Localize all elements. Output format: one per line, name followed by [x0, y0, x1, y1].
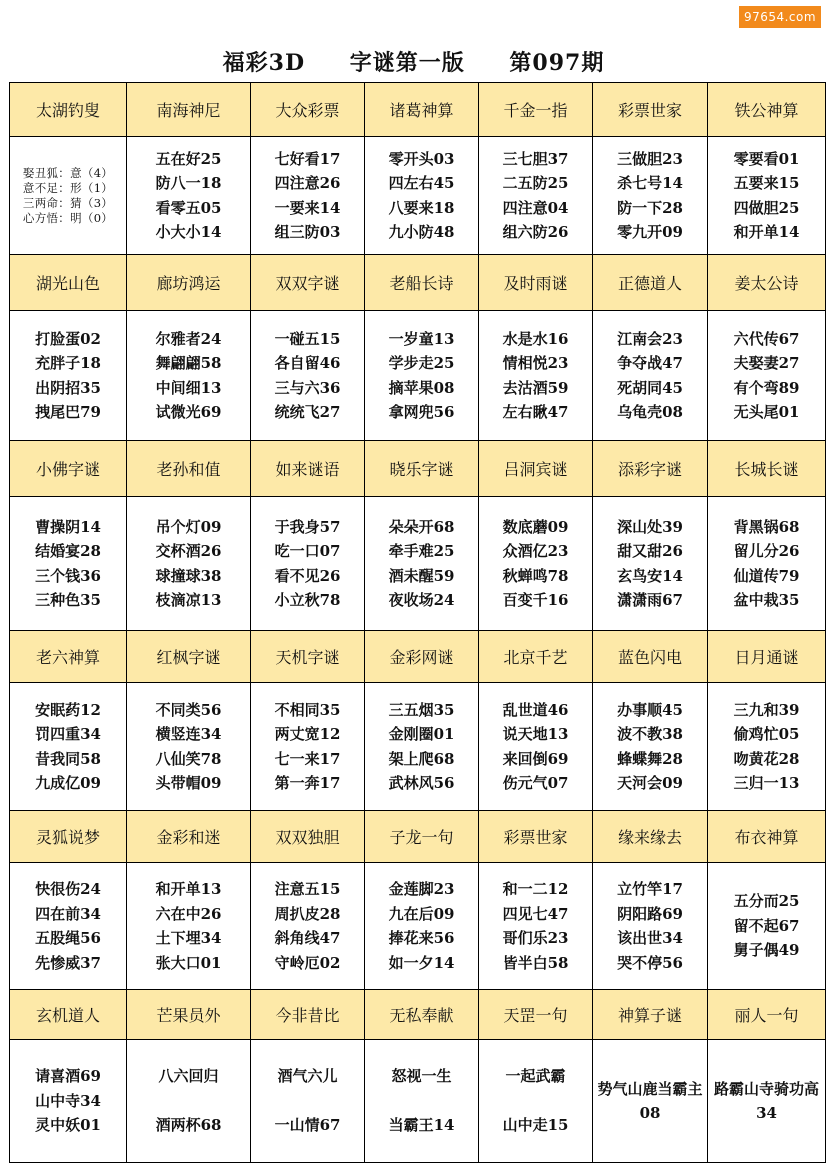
riddle-cell	[251, 1040, 365, 1163]
riddle-cell	[10, 497, 127, 631]
column-header: 玄机道人	[10, 990, 127, 1040]
riddle-line: 零开头03	[388, 149, 455, 168]
riddle-line: 零九开09	[617, 223, 683, 241]
riddle-line: 皆半白58	[502, 953, 569, 972]
riddle-line: 金莲脚23	[388, 880, 455, 898]
riddle-line: 六代传67	[733, 329, 800, 348]
riddle-line: 拽尾巴79	[35, 403, 101, 421]
column-header: 今非昔比	[251, 990, 365, 1040]
riddle-cell	[479, 863, 593, 990]
column-header: 湖光山色	[10, 255, 127, 311]
riddle-line: 波不教38	[617, 725, 683, 743]
riddle-cell	[251, 137, 365, 255]
riddle-line: 注意五15	[274, 880, 341, 898]
column-header: 天罡一句	[479, 990, 593, 1040]
riddle-line: 一要来14	[274, 198, 341, 217]
riddle-line: 四在前34	[35, 904, 101, 923]
riddle-line: 玄鸟安14	[617, 566, 683, 585]
riddle-cell	[479, 137, 593, 255]
riddle-line: 罚四重34	[35, 725, 101, 743]
riddle-line: 山中走15	[502, 1116, 569, 1135]
riddle-cell	[10, 311, 127, 441]
column-header: 双双独胆	[251, 811, 365, 863]
content-row	[10, 863, 826, 990]
riddle-line: 斜角线47	[274, 929, 341, 947]
column-header: 老船长诗	[365, 255, 479, 311]
column-header: 南海神尼	[127, 83, 251, 137]
column-header: 诸葛神算	[365, 83, 479, 137]
riddle-line: 哥们乐23	[502, 929, 569, 947]
riddle-line: 看零五05	[155, 198, 222, 217]
header-row	[10, 255, 826, 311]
riddle-line: 朵朵开68	[388, 517, 455, 536]
riddle-line: 说天地13	[502, 725, 569, 743]
riddle-line: 摘苹果08	[388, 378, 455, 397]
riddle-line: 九成亿09	[35, 774, 101, 792]
riddle-line: 一山情67	[274, 1116, 341, 1135]
column-header: 大众彩票	[251, 83, 365, 137]
riddle-line: 试微光69	[155, 403, 222, 421]
riddle-line: 立竹竿17	[617, 880, 683, 898]
riddle-line: 曹操阴14	[35, 517, 101, 536]
riddle-line: 留儿分26	[733, 542, 800, 560]
riddle-line: 不相同35	[274, 700, 341, 719]
riddle-cell	[479, 311, 593, 441]
riddle-line: 三与六36	[274, 378, 341, 397]
riddle-line: 深山处39	[617, 517, 683, 536]
riddle-line: 守岭厄02	[274, 953, 341, 972]
riddle-line: 酒两杯68	[155, 1116, 222, 1135]
riddle-line: 武林风56	[388, 774, 455, 792]
riddle-cell	[251, 497, 365, 631]
riddle-line: 拿网兜56	[388, 403, 455, 421]
riddle-cell	[593, 1040, 708, 1163]
riddle-table	[9, 82, 826, 1163]
riddle-line: 三七胆37	[502, 149, 569, 168]
riddle-line: 统统飞27	[274, 403, 341, 421]
header-row	[10, 990, 826, 1040]
column-header: 缘来缘去	[593, 811, 708, 863]
riddle-line: 吃一口07	[274, 542, 341, 560]
riddle-line: 各自留46	[274, 354, 341, 372]
riddle-line: 怒视一生	[391, 1067, 452, 1086]
riddle-cell	[365, 683, 479, 811]
column-header: 灵狐说梦	[10, 811, 127, 863]
riddle-line: 防八一18	[155, 174, 222, 192]
riddle-cell	[127, 863, 251, 990]
riddle-line: 一岁童13	[388, 329, 455, 348]
riddle-cell	[365, 311, 479, 441]
riddle-line: 夜收场24	[388, 591, 455, 609]
riddle-line: 一碰五15	[274, 329, 341, 348]
riddle-line: 杀七号14	[617, 174, 683, 192]
riddle-line: 三九和39	[733, 700, 800, 719]
riddle-cell	[708, 497, 826, 631]
riddle-line: 山中寺34	[35, 1091, 101, 1110]
riddle-line: 九小防48	[388, 223, 455, 241]
content-row	[10, 497, 826, 631]
riddle-line: 充胖子18	[35, 354, 101, 372]
page-title	[0, 46, 827, 77]
riddle-line: 尔雅者24	[155, 329, 222, 348]
riddle-cell	[593, 497, 708, 631]
column-header: 添彩字谜	[593, 441, 708, 497]
riddle-line: 有个弯89	[733, 378, 800, 397]
riddle-line: 众酒亿23	[502, 542, 569, 560]
riddle-line: 捧花来56	[388, 929, 455, 947]
riddle-line: 偷鸡忙05	[733, 725, 800, 743]
title-lottery: 福彩3D	[222, 50, 306, 76]
riddle-line: 土下埋34	[155, 929, 222, 947]
riddle-line: 和开单14	[733, 223, 800, 241]
riddle-line: 请喜酒69	[35, 1067, 101, 1086]
column-header: 吕洞宾谜	[479, 441, 593, 497]
riddle-cell	[365, 1040, 479, 1163]
riddle-line: 二五防25	[502, 174, 569, 192]
riddle-line: 背黑锅68	[733, 517, 800, 536]
riddle-line: 四注意26	[274, 174, 341, 192]
riddle-line: 一起武霸	[505, 1067, 566, 1086]
riddle-line: 于我身57	[274, 517, 341, 536]
riddle-line: 三两命：猜（3）	[22, 195, 114, 210]
column-header: 金彩和迷	[127, 811, 251, 863]
riddle-line: 三做胆23	[617, 149, 683, 168]
riddle-cell	[593, 137, 708, 255]
riddle-line: 四见七47	[502, 904, 569, 923]
riddle-cell	[127, 137, 251, 255]
riddle-line: 办事顺45	[617, 700, 683, 719]
riddle-line: 学步走25	[388, 354, 455, 372]
column-header: 千金一指	[479, 83, 593, 137]
riddle-line: 小大小14	[155, 223, 222, 241]
riddle-line: 横竖连34	[155, 725, 222, 743]
riddle-line: 左右瞅47	[502, 403, 569, 421]
riddle-line: 天河会09	[617, 774, 683, 792]
riddle-line: 娶丑狐：意（4）	[22, 165, 114, 180]
riddle-line: 出阴招35	[35, 378, 101, 397]
column-header: 日月通谜	[708, 631, 826, 683]
riddle-line: 当霸王14	[388, 1116, 455, 1135]
riddle-line: 哭不停56	[617, 953, 683, 972]
riddle-line: 五分而25	[733, 892, 800, 911]
column-header: 长城长谜	[708, 441, 826, 497]
content-row	[10, 1040, 826, 1163]
column-header: 铁公神算	[708, 83, 826, 137]
riddle-line: 去沽酒59	[502, 378, 569, 397]
column-header: 神算子谜	[593, 990, 708, 1040]
riddle-line: 周扒皮28	[274, 904, 341, 923]
line-spacer	[275, 1089, 341, 1114]
content-row	[10, 683, 826, 811]
riddle-line: 来回倒69	[502, 749, 569, 768]
column-header: 正德道人	[593, 255, 708, 311]
line-spacer	[156, 1089, 222, 1114]
riddle-line: 中间细13	[155, 378, 222, 397]
column-header: 芒果员外	[127, 990, 251, 1040]
riddle-line: 四注意04	[502, 198, 569, 217]
riddle-cell	[479, 1040, 593, 1163]
riddle-line: 枝滴凉13	[155, 591, 222, 609]
riddle-cell	[251, 311, 365, 441]
column-header: 廊坊鸿运	[127, 255, 251, 311]
riddle-line: 甜又甜26	[617, 542, 683, 560]
column-header: 丽人一句	[708, 990, 826, 1040]
riddle-line: 五在好25	[155, 149, 222, 168]
riddle-line: 九在后09	[388, 904, 455, 923]
riddle-line: 五股绳56	[35, 929, 101, 947]
title-name: 字谜第一版	[349, 50, 465, 76]
riddle-line: 组三防03	[274, 223, 341, 241]
riddle-line: 先惨威37	[35, 953, 101, 972]
column-header: 北京千艺	[479, 631, 593, 683]
riddle-line: 三个钱36	[35, 566, 101, 585]
riddle-line: 灵中妖01	[35, 1116, 101, 1135]
riddle-line: 四左右45	[388, 174, 455, 192]
column-header: 小佛字谜	[10, 441, 127, 497]
riddle-line: 伤元气07	[502, 774, 569, 792]
riddle-line: 百变千16	[502, 591, 569, 609]
riddle-cell	[365, 137, 479, 255]
column-header: 子龙一句	[365, 811, 479, 863]
riddle-line: 潇潇雨67	[617, 591, 683, 609]
riddle-line: 仙道传79	[733, 566, 800, 585]
riddle-line: 无头尾01	[733, 403, 800, 421]
riddle-line: 小立秋78	[274, 591, 341, 609]
riddle-line: 牵手难25	[388, 542, 455, 560]
riddle-cell	[10, 1040, 127, 1163]
riddle-cell	[708, 1040, 826, 1163]
riddle-line: 和一二12	[502, 880, 569, 898]
column-header: 老六神算	[10, 631, 127, 683]
riddle-line: 组六防26	[502, 223, 569, 241]
riddle-line: 不同类56	[155, 700, 222, 719]
riddle-cell	[127, 1040, 251, 1163]
riddle-line: 八要来18	[388, 198, 455, 217]
riddle-line: 七一来17	[274, 749, 341, 768]
riddle-line: 心方悟：明（0）	[22, 210, 114, 225]
riddle-line: 八仙笑78	[155, 749, 222, 768]
riddle-line: 七好看17	[274, 149, 341, 168]
riddle-line: 快很伤24	[35, 880, 101, 898]
column-header: 太湖钓叟	[10, 83, 127, 137]
header-row	[10, 83, 826, 137]
riddle-line: 看不见26	[274, 566, 341, 585]
riddle-line: 昔我同58	[35, 749, 101, 768]
riddle-line: 金刚圈01	[388, 725, 455, 743]
riddle-line: 江南会23	[617, 329, 683, 348]
riddle-cell	[593, 311, 708, 441]
riddle-cell	[251, 683, 365, 811]
riddle-cell	[593, 863, 708, 990]
column-header: 彩票世家	[593, 83, 708, 137]
riddle-line: 吊个灯09	[155, 517, 222, 536]
riddle-line: 架上爬68	[388, 749, 455, 768]
riddle-line: 阴阳路69	[617, 904, 683, 923]
riddle-line: 交杯酒26	[155, 542, 222, 560]
riddle-line: 情相悦23	[502, 354, 569, 372]
header-row	[10, 811, 826, 863]
column-header: 彩票世家	[479, 811, 593, 863]
riddle-line: 零要看01	[733, 149, 800, 168]
riddle-cell	[127, 683, 251, 811]
site-watermark: 97654.com	[739, 6, 821, 28]
riddle-line: 死胡同45	[617, 378, 683, 397]
riddle-line: 第一奔17	[274, 774, 341, 792]
riddle-line: 乌龟壳08	[617, 403, 683, 421]
riddle-cell	[127, 497, 251, 631]
riddle-line: 该出世34	[617, 929, 683, 947]
riddle-line: 路霸山寺骑功高34	[713, 1080, 819, 1122]
riddle-line: 安眠药12	[35, 700, 101, 719]
riddle-cell	[251, 863, 365, 990]
riddle-line: 吻黄花28	[733, 749, 800, 768]
riddle-line: 舞翩翩58	[155, 354, 222, 372]
column-header: 及时雨谜	[479, 255, 593, 311]
header-row	[10, 441, 826, 497]
riddle-cell	[593, 683, 708, 811]
riddle-line: 两丈宽12	[274, 725, 341, 743]
riddle-line: 势气山鹿当霸主08	[597, 1080, 703, 1122]
riddle-line: 夫娶妻27	[733, 354, 800, 372]
riddle-cell	[10, 137, 127, 255]
riddle-line: 三种色35	[35, 591, 101, 609]
column-header: 晓乐字谜	[365, 441, 479, 497]
riddle-line: 张大口01	[155, 953, 222, 972]
riddle-cell	[708, 137, 826, 255]
column-header: 如来谜语	[251, 441, 365, 497]
column-header: 双双字谜	[251, 255, 365, 311]
riddle-line: 舅子偶49	[733, 941, 800, 960]
line-spacer	[503, 1089, 569, 1114]
riddle-line: 八六回归	[158, 1067, 219, 1086]
riddle-line: 酒未醒59	[388, 566, 455, 585]
content-row	[10, 311, 826, 441]
riddle-line: 蜂蝶舞28	[617, 749, 683, 768]
column-header: 金彩网谜	[365, 631, 479, 683]
riddle-line: 争夺战47	[617, 354, 683, 372]
riddle-cell	[479, 497, 593, 631]
riddle-cell	[10, 863, 127, 990]
riddle-cell	[365, 863, 479, 990]
riddle-line: 数底蘑09	[502, 517, 569, 536]
riddle-cell	[10, 683, 127, 811]
riddle-line: 盆中栽35	[733, 591, 800, 609]
column-header: 老孙和值	[127, 441, 251, 497]
riddle-line: 意不足：形（1）	[22, 180, 114, 195]
column-header: 姜太公诗	[708, 255, 826, 311]
riddle-line: 头带帽09	[155, 774, 222, 792]
riddle-line: 如一夕14	[388, 953, 455, 972]
column-header: 天机字谜	[251, 631, 365, 683]
title-issue: 第097期	[509, 50, 605, 76]
riddle-line: 和开单13	[155, 880, 222, 898]
riddle-cell	[127, 311, 251, 441]
riddle-line: 秋蝉鸣78	[502, 566, 569, 585]
column-header: 布衣神算	[708, 811, 826, 863]
riddle-line: 五要来15	[733, 174, 800, 192]
riddle-line: 四做胆25	[733, 198, 800, 217]
riddle-cell	[708, 863, 826, 990]
column-header: 红枫字谜	[127, 631, 251, 683]
column-header: 蓝色闪电	[593, 631, 708, 683]
riddle-line: 乱世道46	[502, 700, 569, 719]
riddle-line: 防一下28	[617, 198, 683, 217]
riddle-line: 留不起67	[733, 916, 800, 935]
column-header: 无私奉献	[365, 990, 479, 1040]
content-row	[10, 137, 826, 255]
riddle-line: 酒气六儿	[277, 1067, 338, 1086]
riddle-line: 三五烟35	[388, 700, 455, 719]
line-spacer	[389, 1089, 455, 1114]
riddle-line: 三归一13	[733, 774, 800, 792]
riddle-line: 六在中26	[155, 904, 222, 923]
header-row	[10, 631, 826, 683]
riddle-cell	[365, 497, 479, 631]
riddle-cell	[708, 311, 826, 441]
riddle-line: 打脸蛋02	[35, 329, 101, 348]
riddle-cell	[479, 683, 593, 811]
riddle-cell	[708, 683, 826, 811]
riddle-line: 球撞球38	[155, 566, 222, 585]
riddle-line: 结婚宴28	[35, 542, 101, 560]
riddle-line: 水是水16	[502, 329, 569, 348]
